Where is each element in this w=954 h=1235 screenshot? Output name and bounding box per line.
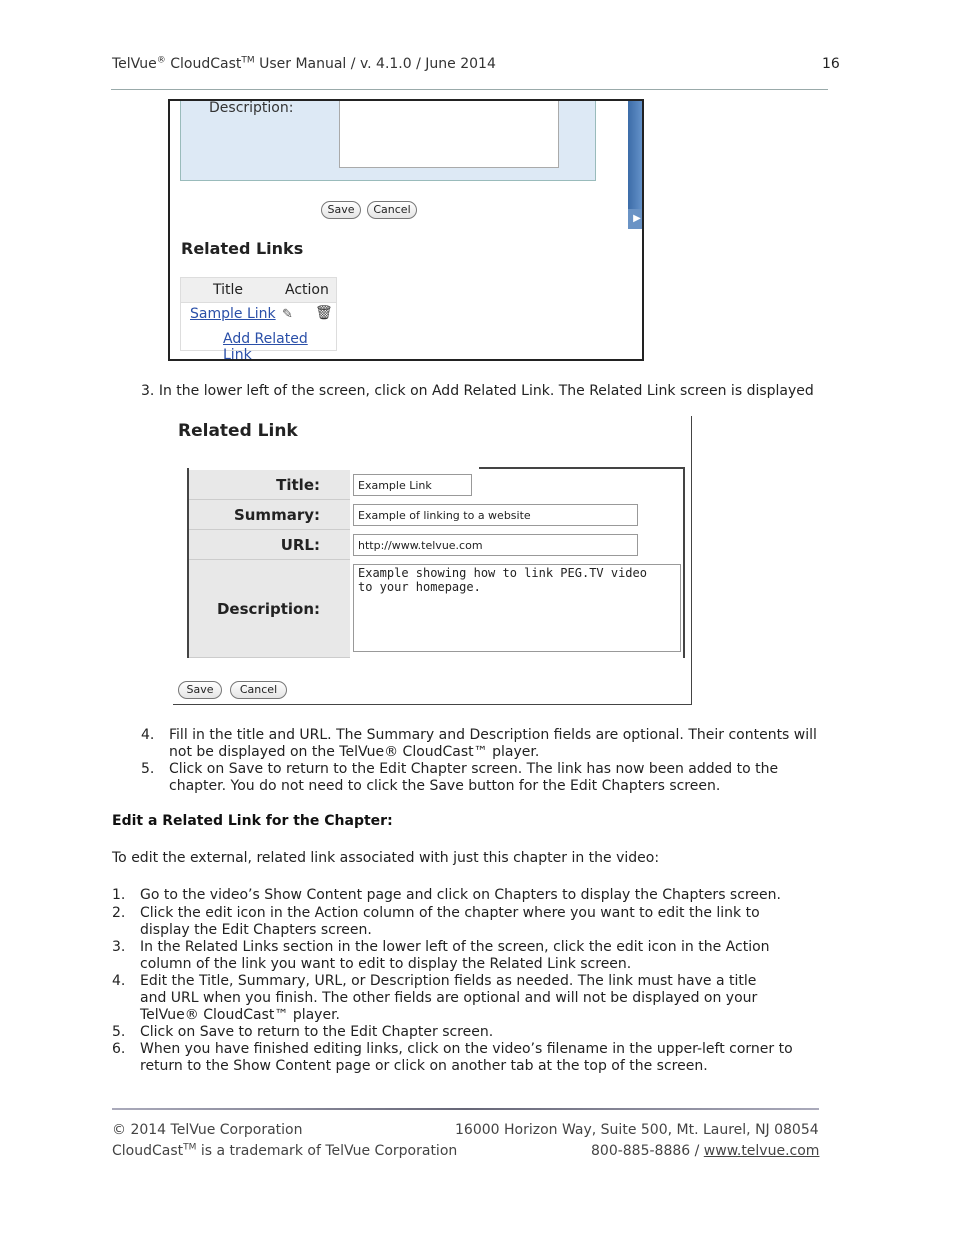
step-text: Go to the video’s Show Content page and click on Chapters to display the Chapters screen. xyxy=(140,887,781,903)
step-number: 3. xyxy=(112,939,126,955)
section-intro: To edit the external, related link associated with just this chapter in the video: xyxy=(112,850,660,866)
step-number: 4. xyxy=(112,973,126,989)
step-number: 3. xyxy=(141,383,155,399)
edit-icon[interactable]: ✎ xyxy=(282,307,293,322)
header-registered-mark: ® xyxy=(156,55,166,66)
sample-link[interactable]: Sample Link xyxy=(190,306,276,322)
scroll-arrow-icon[interactable]: ▶ xyxy=(628,209,644,229)
table-header-row xyxy=(181,278,336,303)
url-input[interactable]: http://www.telvue.com xyxy=(353,534,638,556)
step-text: Click on Save to return to the Edit Chapter screen. xyxy=(140,1024,494,1040)
step-text: When you have finished editing links, click on the video’s filename in the upper-left corner to return to the Show Content page or click on another tab at the top of the screen. xyxy=(140,1041,793,1074)
footer-divider xyxy=(112,1108,819,1110)
step-number: 5. xyxy=(141,761,155,777)
title-input[interactable]: Example Link xyxy=(353,474,472,496)
cancel-button[interactable]: Cancel xyxy=(230,681,287,699)
step-3 xyxy=(141,383,814,400)
form-title: Related Link xyxy=(178,421,298,441)
title-label: Title: xyxy=(189,470,350,500)
section-heading: Edit a Related Link for the Chapter: xyxy=(112,813,393,829)
step-number: 5. xyxy=(112,1024,126,1040)
scrollbar[interactable] xyxy=(628,99,644,227)
footer-trademark-mark: TM xyxy=(183,1142,197,1153)
trash-icon[interactable]: 🗑 xyxy=(315,305,333,321)
related-link-form-screenshot xyxy=(173,416,692,705)
step-number: 6. xyxy=(112,1041,126,1057)
step-number: 1. xyxy=(112,887,126,903)
summary-input[interactable]: Example of linking to a website xyxy=(353,504,638,526)
header-trademark-mark: TM xyxy=(241,55,255,66)
description-label: Description: xyxy=(209,100,294,116)
step-number: 4. xyxy=(141,727,155,743)
description-label: Description: xyxy=(189,560,350,658)
page-number: 16 xyxy=(822,56,840,72)
related-link-form xyxy=(187,468,685,658)
add-related-link[interactable]: Add Related Link xyxy=(223,331,308,361)
header-title xyxy=(112,56,496,72)
header-version: User Manual / v. 4.1.0 / June 2014 xyxy=(254,56,496,72)
description-textarea[interactable]: Example showing how to link PEG.TV video to your homepage. xyxy=(353,564,681,652)
header-brand: TelVue xyxy=(112,56,157,72)
description-textarea[interactable] xyxy=(339,100,559,168)
step-number: 2. xyxy=(112,905,126,921)
header-product: CloudCast xyxy=(165,56,242,72)
footer-trademark xyxy=(112,1143,457,1159)
description-panel xyxy=(180,99,596,181)
step-text: In the lower left of the screen, click on Add Related Link. The Related Link screen is displayed xyxy=(158,383,814,399)
footer-contact xyxy=(591,1143,819,1159)
summary-label: Summary: xyxy=(189,500,350,530)
footer-brand: CloudCast xyxy=(112,1143,184,1159)
save-button[interactable]: Save xyxy=(178,681,222,699)
column-header-title: Title xyxy=(213,282,244,298)
footer-trademark-text: is a trademark of TelVue Corporation xyxy=(196,1143,458,1159)
header-divider xyxy=(111,89,828,90)
step-text: Fill in the title and URL. The Summary and Description fields are optional. Their contents will not be displayed on the TelVue® CloudCast™ player. xyxy=(169,727,817,760)
url-label: URL: xyxy=(189,530,350,560)
step-text: Edit the Title, Summary, URL, or Description fields as needed. The link must have a title and URL when you finish. The other fields are optional and will not be displayed on your TelVue® CloudCast™ player. xyxy=(140,973,758,1023)
step-text: Click on Save to return to the Edit Chapter screen. The link has now been added to the chapter. You do not need to click the Save button for the Edit Chapters screen. xyxy=(169,761,779,794)
column-header-action: Action xyxy=(285,282,329,298)
step-text: In the Related Links section in the lower left of the screen, click the edit icon in the Action column of the link you want to edit to display the Related Link screen. xyxy=(140,939,770,972)
step-text: Click the edit icon in the Action column of the chapter where you want to edit the link to display the Edit Chapters screen. xyxy=(140,905,760,938)
related-links-heading: Related Links xyxy=(181,239,304,258)
footer-phone: 800-885-8886 / xyxy=(591,1143,704,1159)
save-button[interactable]: Save xyxy=(321,201,361,219)
related-links-screenshot xyxy=(168,99,644,361)
cancel-button[interactable]: Cancel xyxy=(367,201,417,219)
footer-address: 16000 Horizon Way, Suite 500, Mt. Laurel, NJ 08054 xyxy=(455,1122,819,1138)
website-link[interactable]: www.telvue.com xyxy=(703,1143,820,1159)
related-links-table xyxy=(180,277,337,361)
footer-copyright: © 2014 TelVue Corporation xyxy=(112,1122,303,1138)
